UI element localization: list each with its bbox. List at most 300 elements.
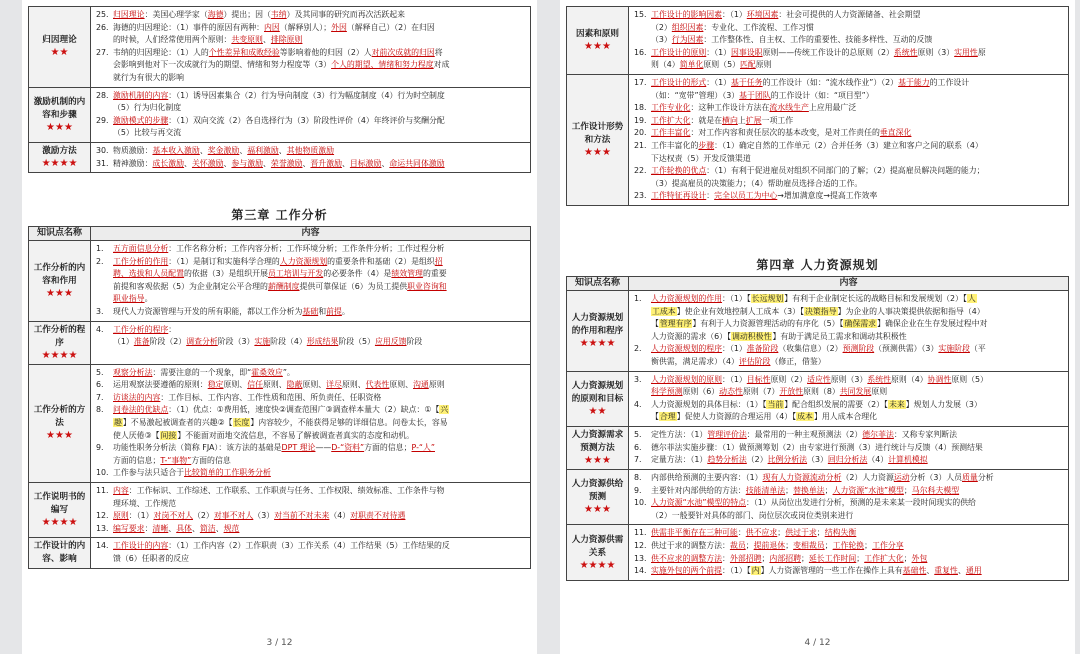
knowledge-label: 工作分析的方法 [33, 405, 86, 429]
importance-stars: ★★★ [584, 504, 611, 516]
content-line [96, 72, 526, 85]
item-number: 13. [634, 553, 647, 563]
item-number: 29. [96, 115, 109, 125]
item-text: 就行为有很大的影响 [113, 72, 185, 82]
knowledge-row [29, 482, 531, 537]
item-number [96, 127, 113, 140]
content-line [634, 442, 1064, 455]
item-text: （2）一般要针对具体的部门、岗位层次或岗位类别来进行 [651, 510, 854, 520]
item-number: 9. [96, 443, 104, 453]
content-line [634, 59, 1064, 72]
content-line [96, 158, 526, 171]
knowledge-name [29, 482, 91, 537]
item-number [96, 498, 113, 511]
item-text: 工作设计的内容：（1）工作内容（2）工作职责（3）工作关系（4）工作结果（5）工作结果的反 [113, 541, 450, 551]
knowledge-label: 人力资源规划的作用和程序 [571, 312, 624, 336]
knowledge-content [91, 7, 531, 88]
item-number: 14. [96, 541, 109, 551]
knowledge-content [91, 482, 531, 537]
importance-stars: ★★★ [46, 121, 73, 133]
content-line [634, 9, 1064, 22]
knowledge-content [629, 7, 1069, 75]
item-number: 10. [96, 468, 109, 478]
item-text: （如：“宽带”管理）（3）基于团队的工作设计（如：“项目型”） [651, 90, 874, 100]
item-number: 19. [634, 115, 647, 125]
item-number: 10. [634, 498, 647, 508]
item-text: 使人厌倦③【间接】不能面对面地交流信息，不容易了解被调查者真实的态度和动机。 [113, 430, 415, 440]
knowledge-name [29, 364, 91, 482]
item-text: 工作设计的形式：（1）基于任务的工作设计（如：“流水线作业”）（2）基于能力的工作设计 [651, 77, 970, 87]
item-text: 物质激励：基本收入激励、奖金激励、福利激励、其他物质激励 [113, 145, 335, 155]
item-number [634, 411, 651, 424]
content-line [96, 336, 526, 349]
content-line [634, 190, 1064, 203]
item-text: 下达权责（5）开发反馈渠道 [651, 153, 751, 163]
item-text: 五方面信息分析：工作名称分析；工作内容分析；工作环境分析；工作条件分析；工作过程分析 [113, 244, 445, 253]
item-number: 16. [634, 47, 647, 57]
item-number: 30. [96, 145, 109, 155]
knowledge-content [629, 291, 1069, 372]
knowledge-name [29, 87, 91, 142]
item-text: 工作丰富化的步骤：（1）确定自然的工作单元（2）合并任务（3）建立和客户之间的联系（4） [651, 140, 983, 150]
item-text: 观察分析法：需要注意的一个现象，即“霍桑效应”。 [113, 367, 295, 377]
knowledge-content [629, 371, 1069, 426]
content-line [634, 485, 1064, 498]
knowledge-label: 归因理论 [42, 35, 77, 46]
item-number [96, 336, 113, 349]
importance-stars: ★★★ [46, 430, 73, 442]
content-line [634, 127, 1064, 140]
content-line [96, 455, 526, 468]
content-line [634, 306, 1064, 319]
page-number: 4 / 12 [804, 638, 831, 648]
importance-stars: ★★★★ [41, 517, 78, 529]
content-line [634, 90, 1064, 103]
item-number [96, 430, 113, 443]
page-3 [22, 0, 537, 654]
item-text: 则（4）简单化原则（5）匹配原则 [651, 60, 772, 70]
item-text: 人力资源规划的原则：（1）目标性原则（2）适应性原则（3）系统性原则（4）协调性原则（5） [651, 374, 988, 384]
item-number: 9. [634, 485, 642, 495]
item-text: 人力资源“水池”模型的特点：（1）从岗位出发进行分析，预测的是未来某一段时间现实的供给 [651, 498, 976, 508]
content-line [96, 324, 526, 337]
knowledge-label: 人力资源需求预测方法 [571, 429, 624, 453]
item-number: 11. [634, 528, 647, 538]
knowledge-name [567, 469, 629, 524]
content-line [634, 178, 1064, 191]
item-number: 7. [96, 392, 104, 402]
page-number: 3 / 12 [266, 638, 293, 648]
knowledge-label: 人力资源供给预测 [571, 479, 624, 503]
knowledge-label: 人力资源规划的原则和目标 [571, 380, 624, 404]
content-line [634, 497, 1064, 510]
content-line [96, 510, 526, 523]
content-line [634, 386, 1064, 399]
importance-stars: ★★★★ [41, 349, 78, 361]
item-text: 德尔菲法实施步骤：（1）做预测筹划（2）由专家进行预测（3）进行统计与反馈（4）预测结果 [651, 442, 983, 452]
knowledge-row [29, 87, 531, 142]
item-number [96, 72, 113, 85]
content-line [96, 467, 526, 480]
knowledge-row [567, 291, 1069, 372]
item-number: 3. [634, 374, 642, 384]
item-text: 工作扩大化：就是在横向上扩展一项工作 [651, 115, 794, 125]
item-text: 海德的归因理论：（1）事件的原因有两种：内因（解释别人）；外因（解释自己）（2）在归因 [113, 22, 435, 32]
item-text: 韦纳的归因理论：（1）人的个性差异和成败经验等影响着他的归因（2）人对前次成就的归因将 [113, 47, 443, 57]
knowledge-content [91, 538, 531, 569]
knowledge-label: 工作分析的内容和作用 [33, 262, 86, 286]
content-line [634, 565, 1064, 578]
item-number [96, 268, 113, 281]
content-line [96, 430, 526, 443]
content-line [634, 165, 1064, 178]
item-text: 问卷法的优缺点：（1）优点：①费用低，速度快②调查范围广③调查样本量大（2）缺点：①【兴 [113, 405, 449, 415]
content-line [96, 498, 526, 511]
item-number [634, 356, 651, 369]
knowledge-name [567, 291, 629, 372]
item-number [96, 281, 113, 294]
knowledge-name [567, 371, 629, 426]
content-line [96, 379, 526, 392]
item-text: 馈（6）任职者的反应 [113, 553, 190, 563]
item-number [96, 417, 113, 430]
knowledge-row [567, 371, 1069, 426]
item-number: 15. [634, 10, 647, 19]
content-line [96, 281, 526, 294]
item-number: 2. [96, 256, 104, 266]
content-line [96, 90, 526, 103]
knowledge-content [91, 87, 531, 142]
item-text: 聘、选拔和人员配置的依据（3）是组织开展员工培训与开发的必要条件（4）是绩效管理的重要 [113, 269, 447, 279]
content-line [634, 293, 1064, 306]
knowledge-label: 激励方法 [42, 146, 77, 157]
item-number: 25. [96, 10, 109, 19]
content-line [96, 47, 526, 60]
content-line [96, 59, 526, 72]
item-text: （5）比较与再交流 [113, 128, 182, 138]
content-line [96, 145, 526, 158]
item-text: 供过于求的调整方法：裁员；提前退休；变相裁员；工作轮换；工作分享 [651, 540, 904, 550]
item-number [634, 178, 651, 191]
item-text: 工作参与法只适合于比较简单的工作职务分析 [113, 468, 271, 478]
content-line [634, 510, 1064, 523]
content-line [634, 331, 1064, 344]
item-text: 职业指导。 [113, 294, 153, 304]
item-text: 工作设计的影响因素：（1）环境因素：社会可提供的人力资源储备、社会期望 [651, 10, 921, 19]
item-text: 前提和客观依据（5）为企业制定公平合理的薪酬制度提供可靠保证（6）为员工提供职业咨询和 [113, 281, 447, 291]
importance-stars: ★★★ [584, 454, 611, 466]
item-number: 1. [634, 294, 642, 303]
item-text: 人力资源规划的具体目标：（1）【当前】配合组织发展的需要（2）【未来】规划人力发展（3） [651, 399, 982, 409]
item-text: 会影响到他对下一次成就行为的期望、情绪和努力程度等（3）个人的期望、情绪和努力程度对成 [113, 60, 450, 70]
item-number [634, 34, 651, 47]
chapter-title: 第三章 工作分析 [231, 208, 328, 222]
item-text: 工作设计的原则：（1）因事设职原则——传统工作设计的总原则（2）系统性原则（3）实用性原 [651, 47, 986, 57]
item-text: 功能性职务分析法（简称 FJA）：该方法的基础是DPT 理论——D-“资料”方面的信息；P-“人” [113, 443, 435, 453]
importance-stars: ★★★★ [579, 337, 616, 349]
content-line [96, 442, 526, 455]
item-text: 内容：工作标识、工作综述、工作联系、工作职责与任务、工作权限、绩效标准、工作条件与物 [113, 485, 445, 495]
table-main-p4 [566, 276, 1069, 581]
knowledge-content [91, 142, 531, 172]
item-number [96, 34, 113, 47]
item-text: （2）组织因素：专业化、工作流程、工作习惯 [651, 22, 814, 32]
knowledge-row [567, 7, 1069, 75]
item-text: 归因理论：美国心理学家（海德）提出；因（韦纳）及其同事的研究而再次活跃起来 [113, 10, 406, 19]
item-number [96, 455, 113, 468]
knowledge-row [29, 241, 531, 322]
knowledge-row [567, 469, 1069, 524]
knowledge-row [567, 426, 1069, 469]
item-number [634, 59, 651, 72]
table-top-p4 [566, 6, 1069, 206]
knowledge-name [567, 426, 629, 469]
chapter-title: 第四章 人力资源规划 [756, 258, 879, 272]
item-number: 12. [634, 540, 647, 550]
knowledge-name [29, 321, 91, 364]
knowledge-label: 工作设计形势和方法 [571, 121, 624, 145]
knowledge-content [629, 525, 1069, 580]
content-line [634, 140, 1064, 153]
item-text: 激励模式的步骤：（1）双向交流（2）各自选择行为（3）阶段性评价（4）年终评价与奖酬分配 [113, 115, 445, 125]
knowledge-name [29, 7, 91, 88]
importance-stars: ★★★★ [579, 559, 616, 571]
item-number [634, 90, 651, 103]
item-text: 理环境、工作规范 [113, 498, 177, 508]
item-number [634, 386, 651, 399]
importance-stars: ★★★ [584, 40, 611, 52]
item-text: 访谈法的内容：工作目标、工作内容、工作性质和范围、所负责任、任职资格 [113, 392, 382, 402]
item-number: 28. [96, 90, 109, 100]
content-line [634, 77, 1064, 90]
item-number: 8. [634, 472, 642, 482]
item-number [96, 102, 113, 115]
content-line [634, 527, 1064, 540]
item-text: 实施外包的两个前提：（1）【内】人力资源管理的一些工作在操作上具有基础性、重复性、通用 [651, 566, 982, 576]
item-text: 【合理】促使人力资源的合理运用（4）【成本】用人成本合理化 [651, 412, 878, 422]
item-text: 工作轮换的优点：（1）有利于促进雇员对组织不同部门的了解；（2）提高雇员解决问题的能力； [651, 166, 985, 176]
item-number [96, 553, 113, 566]
table-main-p3 [28, 226, 531, 569]
knowledge-content [91, 364, 531, 482]
content-line [634, 47, 1064, 60]
item-text: （3）行为因素：工作整体性、自主权、工作的重要性、技能多样性、互动的反馈 [651, 35, 933, 45]
item-text: 编写要求：清晰、具体、简洁、规范 [113, 523, 240, 533]
knowledge-name [29, 142, 91, 172]
item-number: 18. [634, 103, 647, 113]
item-number: 4. [634, 399, 642, 409]
content-line [634, 343, 1064, 356]
item-text: （1）准备阶段（2）调查分析阶段（3）实施阶段（4）形成结果阶段（5）应用反馈阶段 [113, 337, 423, 347]
item-text: 供不应求的调整方法：外部招聘；内部招聘；延长工作时间；工作扩大化；外包 [651, 553, 928, 563]
content-line [96, 485, 526, 498]
content-line [634, 356, 1064, 369]
content-line [634, 102, 1064, 115]
item-text: 精神激励：成长激励、关怀激励、参与激励、荣誉激励、晋升激励、目标激励、命运共同体激励 [113, 158, 445, 168]
content-line [96, 256, 526, 269]
content-line [96, 22, 526, 35]
knowledge-row [29, 538, 531, 569]
item-number [634, 331, 651, 344]
content-line [634, 22, 1064, 35]
knowledge-row [567, 74, 1069, 205]
knowledge-name [567, 74, 629, 205]
knowledge-row [29, 7, 531, 88]
item-number: 23. [634, 191, 647, 201]
content-line [96, 392, 526, 405]
item-number: 13. [96, 523, 109, 533]
item-number: 3. [96, 306, 104, 316]
knowledge-content [629, 426, 1069, 469]
item-number: 8. [96, 405, 104, 415]
item-text: 原则：（1）对岗不对人（2）对事不对人（3）对当前不对未来（4）对职责不对待遇 [113, 511, 406, 521]
item-number: 6. [634, 442, 642, 452]
importance-stars: ★★★ [584, 146, 611, 158]
item-number: 31. [96, 158, 109, 168]
item-number [634, 510, 651, 523]
knowledge-content [629, 469, 1069, 524]
item-text: 方面的信息；T-“事物”方面的信息 [113, 455, 231, 465]
item-text: 的时候，人们经常使用两个原则：共变原则、排除原则 [113, 35, 303, 45]
item-number: 4. [96, 324, 104, 334]
header-knowledge: 知识点名称 [567, 277, 629, 291]
item-number: 27. [96, 47, 109, 57]
item-number [96, 293, 113, 306]
item-text: 定量方法：（1）趋势分析法（2）比例分析法（3）回归分析法（4）计算机模拟 [651, 455, 928, 465]
knowledge-label: 工作分析的程序 [33, 324, 86, 348]
content-line [634, 454, 1064, 467]
item-number: 1. [96, 244, 104, 253]
content-line [96, 540, 526, 553]
item-text: 工作丰富化：对工作内容和责任层次的基本改变，是对工作责任的垂直深化 [651, 128, 912, 138]
content-line [634, 472, 1064, 485]
page-4 [560, 0, 1075, 654]
item-number: 11. [96, 485, 109, 495]
item-number: 14. [634, 566, 647, 576]
item-text: 趣】不易激起被调查者的兴趣②【长度】内容较少，不能获得足够的详细信息。问卷太长，容易 [114, 417, 448, 427]
content-line [96, 417, 526, 430]
knowledge-label: 人力资源供需关系 [571, 534, 624, 558]
item-number: 26. [96, 22, 109, 32]
item-text: 【管理有序】有利于人力资源管理活动的有序化（5）【确保需求】确保企业在生存发展过程中对 [651, 319, 988, 329]
item-number [96, 59, 113, 72]
item-text: （5）行为归化制度 [113, 103, 182, 113]
item-text: 人力资源规划的程序：（1）准备阶段（收集信息）（2）预测阶段（预测供需）（3）实施阶段（平 [651, 344, 986, 354]
item-text: 运用观察法要遵循的原则：稳定原则、信任原则、隐蔽原则、详尽原则、代表性原则、沟通原则 [113, 380, 445, 390]
item-number [634, 318, 651, 331]
content-line [96, 523, 526, 536]
knowledge-row [29, 364, 531, 482]
content-line [96, 306, 526, 319]
item-number: 22. [634, 166, 647, 176]
content-line [634, 399, 1064, 412]
item-number: 21. [634, 140, 647, 150]
content-line [96, 127, 526, 140]
knowledge-name [29, 538, 91, 569]
knowledge-content [91, 241, 531, 322]
item-text: 衡供需，满足需求）（4）评估阶段（修正，借鉴） [651, 356, 826, 366]
item-number: 6. [96, 380, 104, 390]
importance-stars: ★★★ [46, 287, 73, 299]
knowledge-row [29, 142, 531, 172]
item-text: 人力资源的需求（6）【调动积极性】有助于满足员工需求和调动其积极性 [651, 331, 907, 341]
knowledge-label: 工作说明书的编写 [33, 492, 86, 516]
item-text: 工作分析的程序： [113, 324, 177, 334]
knowledge-name [567, 525, 629, 580]
item-number [634, 22, 651, 35]
content-line [96, 102, 526, 115]
content-line [634, 429, 1064, 442]
content-line [634, 153, 1064, 166]
item-number: 12. [96, 511, 109, 521]
item-number: 20. [634, 128, 647, 138]
content-line [634, 115, 1064, 128]
item-number: 17. [634, 77, 647, 87]
item-number [634, 306, 651, 319]
importance-stars: ★★ [588, 405, 607, 417]
content-line [96, 293, 526, 306]
knowledge-content [91, 321, 531, 364]
content-line [96, 115, 526, 128]
knowledge-row [567, 525, 1069, 580]
knowledge-name [567, 7, 629, 75]
item-text: 工成本】使企业有效地控制人工成本（3）【决策指导】为企业的人事决策提供依据和指导（4） [652, 306, 985, 316]
content-line [634, 411, 1064, 424]
content-line [634, 374, 1064, 387]
importance-stars: ★★ [50, 47, 69, 59]
content-line [96, 243, 526, 256]
content-line [96, 9, 526, 22]
content-line [634, 318, 1064, 331]
knowledge-label: 激励机制的内容和步骤 [33, 96, 86, 120]
content-line [634, 540, 1064, 553]
item-text: 内部供给预测的主要内容：（1）现有人力资源流动分析（2）人力资源运动分析（3）人员质量分析 [651, 472, 994, 482]
importance-stars: ★★★★ [41, 158, 78, 170]
item-number [634, 153, 651, 166]
item-number: 5. [634, 429, 642, 439]
item-number: 5. [96, 367, 104, 377]
content-line [634, 34, 1064, 47]
item-text: 定性方法：（1）管理评价法：最常用的一种主观预测法（2）德尔菲法：又称专家判断法 [651, 429, 957, 439]
content-line [96, 367, 526, 380]
item-text: 供需非平衡存在三种可能：供不应求；供过于求；结构失衡 [651, 528, 857, 538]
item-text: 工作特征再设计：完全以员工为中心→增加满意度→提高工作效率 [651, 191, 878, 201]
knowledge-label: 因素和原则 [576, 28, 619, 39]
knowledge-row [29, 321, 531, 364]
item-text: 科学预测原则（6）动态性原则（7）开放性原则（8）共同发展原则 [651, 387, 888, 397]
item-text: 主要针对内部供给的方法：技能清单法；替换单法；人力资源“水池”模型；马尔科夫模型 [651, 485, 960, 495]
header-knowledge: 知识点名称 [29, 227, 91, 241]
table-top-p3 [28, 6, 531, 173]
item-number: 7. [634, 455, 642, 465]
content-line [96, 553, 526, 566]
knowledge-label: 工作设计的内容、影响 [33, 541, 86, 565]
knowledge-content [629, 74, 1069, 205]
item-text: （3）提高雇员的决策能力；（4）帮助雇员选择合适的工作。 [651, 178, 863, 188]
knowledge-name [29, 241, 91, 322]
item-text: 现代人力资源管理与开发的所有职能，都以工作分析为基础和前提。 [113, 306, 350, 316]
header-content: 内容 [91, 227, 531, 241]
content-line [634, 553, 1064, 566]
header-content: 内容 [629, 277, 1069, 291]
content-line [96, 268, 526, 281]
content-line [96, 34, 526, 47]
item-text: 激励机制的内容：（1）诱导因素集合（2）行为导向制度（3）行为幅度制度（4）行为时空制度 [113, 90, 445, 100]
item-text: 工作分析的作用：（1）是制订和实施科学合理的人力资源规划的重要条件和基础（2）是组织招 [113, 256, 443, 266]
content-line [96, 404, 526, 417]
item-number: 2. [634, 344, 642, 354]
item-text: 工作专业化：这种工作设计方法在流水线生产上应用最广泛 [651, 103, 857, 113]
